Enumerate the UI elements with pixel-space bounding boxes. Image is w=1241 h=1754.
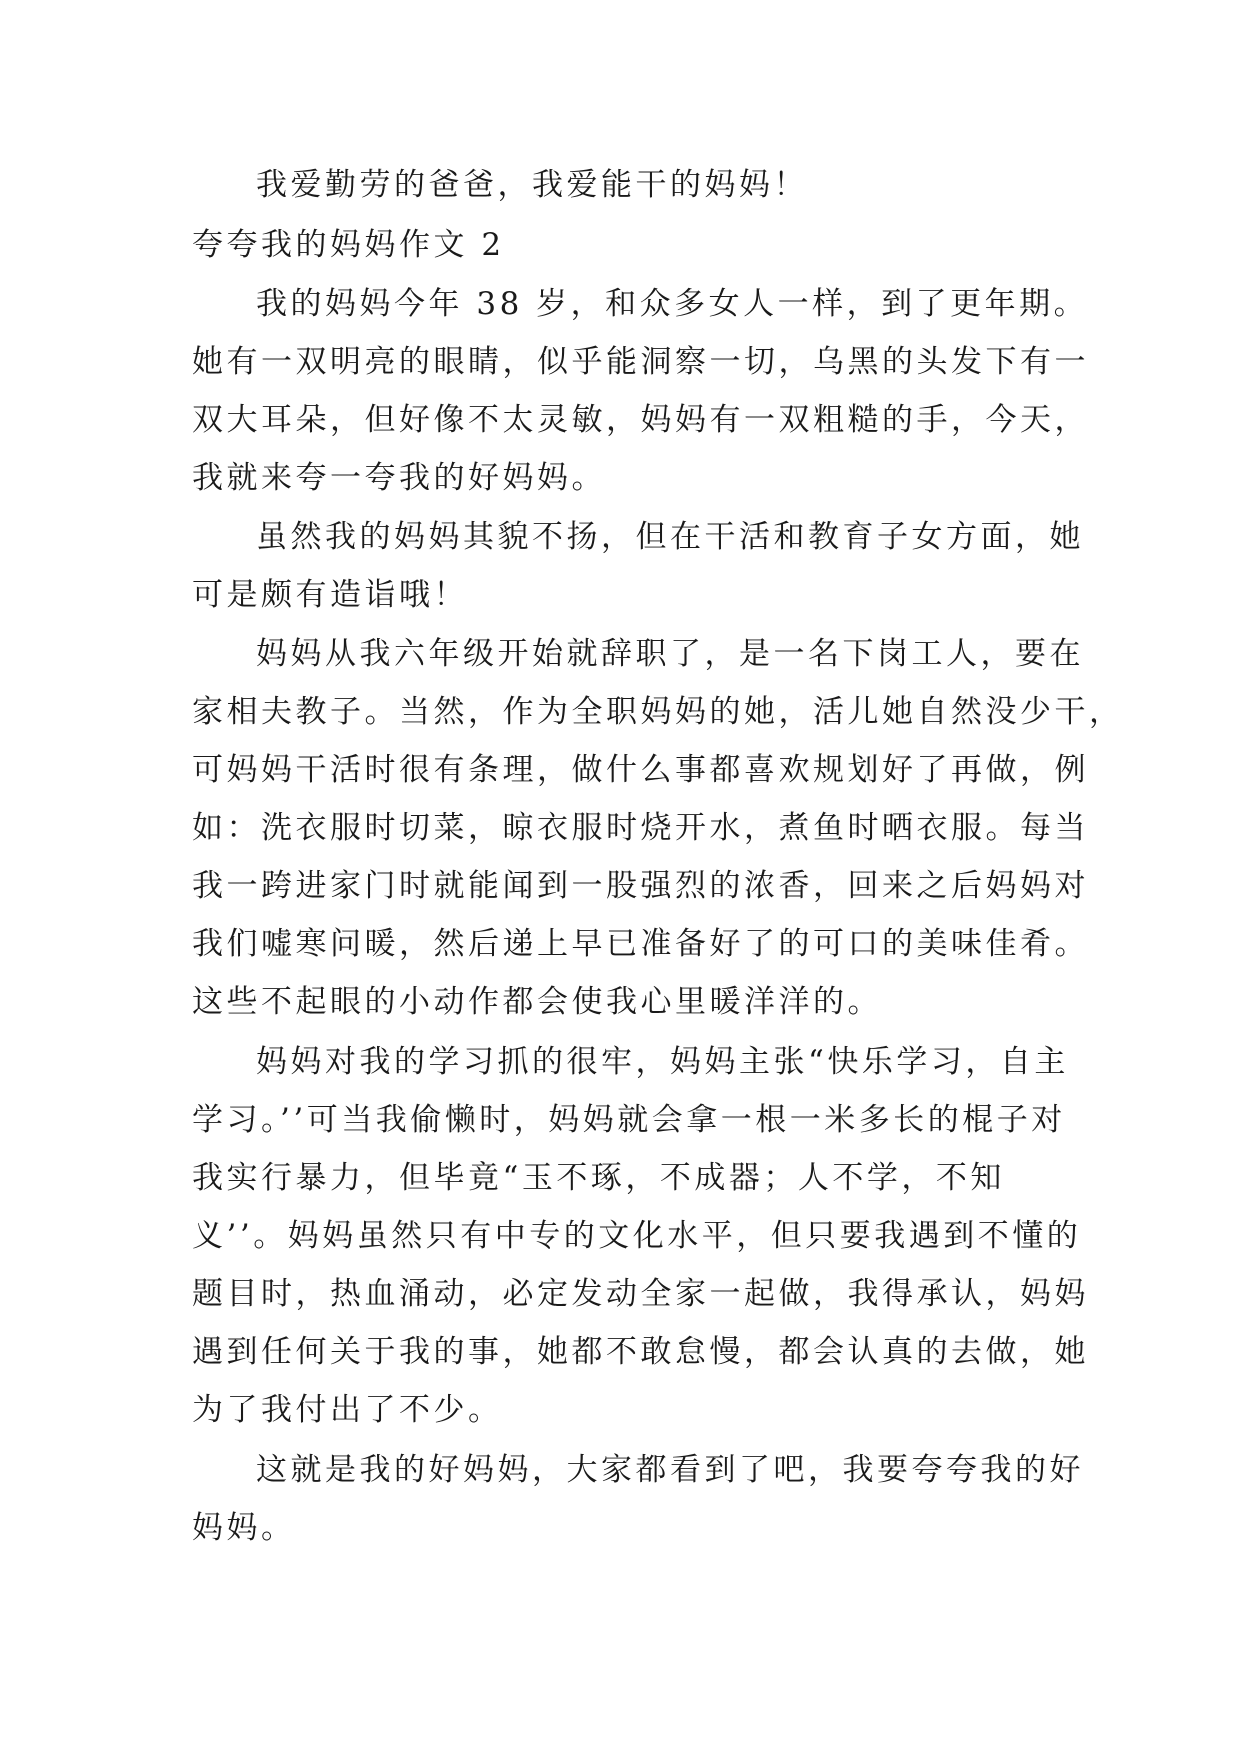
paragraph-4-line-2: 学习。’’可当我偷懒时，妈妈就会拿一根一米多长的棍子对 <box>192 1102 1066 1138</box>
paragraph-1-line-2: 她有一双明亮的眼睛，似乎能洞察一切，乌黑的头发下有一 <box>192 344 1089 380</box>
paragraph-5-line-1: 这就是我的好妈妈，大家都看到了吧，我要夸夸我的好 <box>256 1452 1084 1488</box>
paragraph-4-line-5: 题目时，热血涌动，必定发动全家一起做，我得承认，妈妈 <box>192 1276 1089 1312</box>
paragraph-3-line-7: 这些不起眼的小动作都会使我心里暖洋洋的。 <box>192 984 882 1020</box>
paragraph-3-line-1: 妈妈从我六年级开始就辞职了，是一名下岗工人，要在 <box>256 636 1084 672</box>
paragraph-2-line-2: 可是颇有造诣哦！ <box>192 577 468 613</box>
paragraph-4-line-3: 我实行暴力，但毕竟“玉不琢，不成器；人不学，不知 <box>192 1160 1005 1196</box>
paragraph-3-line-4: 如：洗衣服时切菜，晾衣服时烧开水，煮鱼时晒衣服。每当 <box>192 810 1089 846</box>
paragraph-5-line-2: 妈妈。 <box>192 1510 296 1546</box>
paragraph-3-line-5: 我一跨进家门时就能闻到一股强烈的浓香，回来之后妈妈对 <box>192 868 1089 904</box>
paragraph-3-line-3: 可妈妈干活时很有条理，做什么事都喜欢规划好了再做，例 <box>192 752 1089 788</box>
paragraph-3-line-2: 家相夫教子。当然，作为全职妈妈的她，活儿她自然没少干， <box>192 694 1124 730</box>
paragraph-4-line-4: 义’’。妈妈虽然只有中专的文化水平，但只要我遇到不懂的 <box>192 1218 1082 1254</box>
essay-title: 夸夸我的妈妈作文 2 <box>192 227 505 263</box>
paragraph-3-line-6: 我们嘘寒问暖，然后递上早已准备好了的可口的美味佳肴。 <box>192 926 1089 962</box>
paragraph-2-line-1: 虽然我的妈妈其貌不扬，但在干活和教育子女方面，她 <box>256 519 1084 555</box>
paragraph-4-line-7: 为了我付出了不少。 <box>192 1392 503 1428</box>
paragraph-1-line-1: 我的妈妈今年 38 岁，和众多女人一样，到了更年期。 <box>256 286 1089 322</box>
paragraph-1-line-4: 我就来夸一夸我的好妈妈。 <box>192 460 606 496</box>
paragraph-4-line-1: 妈妈对我的学习抓的很牢，妈妈主张“快乐学习，自主 <box>256 1044 1069 1080</box>
paragraph-closing-line: 我爱勤劳的爸爸，我爱能干的妈妈！ <box>256 167 808 203</box>
paragraph-1-line-3: 双大耳朵，但好像不太灵敏，妈妈有一双粗糙的手，今天， <box>192 402 1089 438</box>
paragraph-4-line-6: 遇到任何关于我的事，她都不敢怠慢，都会认真的去做，她 <box>192 1334 1089 1370</box>
